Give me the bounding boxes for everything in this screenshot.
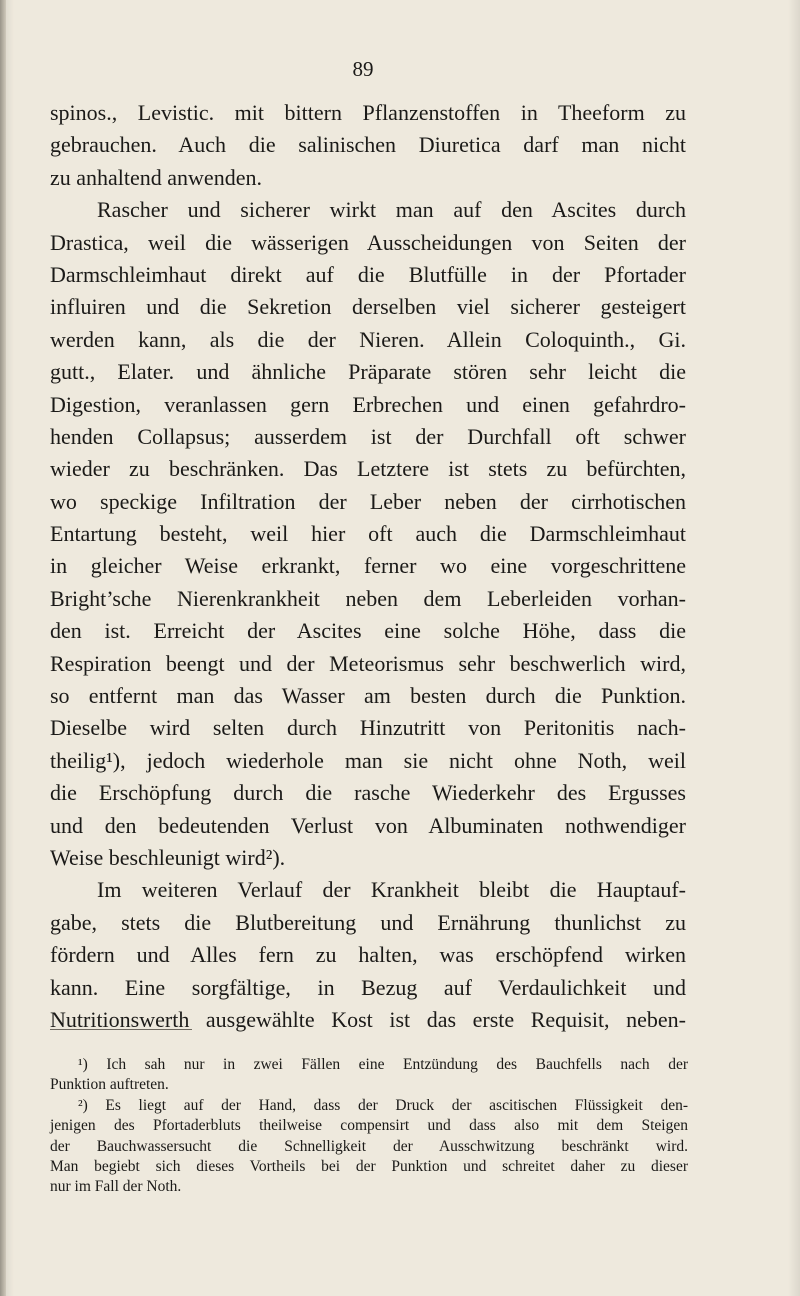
page-number: 89: [352, 57, 374, 81]
body-line: den ist. Erreicht der Ascites eine solche Höhe, dass die: [50, 618, 686, 644]
footnote-line: nur im Fall der Noth.: [50, 1178, 182, 1196]
body-line: kann. Eine sorgfältige, in Bezug auf Verdaulichkeit und: [50, 974, 686, 1000]
body-line: Respiration beengt und der Meteorismus sehr beschwerlich wird,: [50, 650, 686, 676]
footnote-line: ¹) Ich sah nur in zwei Fällen eine Entzündung des Bauchfells nach der: [78, 1056, 688, 1073]
body-line: Nutritionswerth ausgewählte Kost ist das erste Requisit, neben-: [50, 1006, 686, 1032]
footnote-line: Punktion auftreten.: [50, 1076, 169, 1094]
body-line: werden kann, als die der Nieren. Allein Coloquinth., Gi.: [50, 326, 686, 352]
body-line: Darmschleimhaut direkt auf die Blutfülle in der Pfortader: [50, 261, 686, 287]
body-line: gebrauchen. Auch die salinischen Diuretica darf man nicht: [50, 132, 686, 158]
body-line: Im weiteren Verlauf der Krankheit bleibt die Hauptauf-: [97, 877, 686, 903]
body-line: wieder zu beschränken. Das Letztere ist stets zu befürchten,: [50, 456, 686, 482]
body-line: gabe, stets die Blutbereitung und Ernährung thunlichst zu: [50, 909, 686, 935]
body-line: wo speckige Infiltration der Leber neben der cirrhotischen: [50, 488, 686, 514]
body-line: so entfernt man das Wasser am besten durch die Punktion.: [50, 683, 686, 709]
body-line: Drastica, weil die wässerigen Ausscheidungen von Seiten der: [50, 229, 686, 255]
body-line: spinos., Levistic. mit bittern Pflanzenstoffen in Theeform zu: [50, 100, 686, 125]
body-line: influiren und die Sekretion derselben viel sicherer gesteigert: [50, 294, 686, 320]
page-binding-edge: [0, 0, 6, 1296]
body-line: in gleicher Weise erkrankt, ferner wo eine vorgeschrittene: [50, 553, 686, 579]
body-line: gutt., Elater. und ähnliche Präparate stören sehr leicht die: [50, 359, 686, 385]
body-line: Weise beschleunigt wird²).: [50, 844, 286, 870]
body-line: Entartung besteht, weil hier oft auch die Darmschleimhaut: [50, 521, 686, 547]
footnote-line: ²) Es liegt auf der Hand, dass der Druck der ascitischen Flüssigkeit den-: [78, 1096, 688, 1114]
body-line: und den bedeutenden Verlust von Albuminaten nothwendiger: [50, 812, 686, 838]
footnotes: [50, 1055, 688, 1198]
body-text: [50, 97, 686, 1036]
footnote-line: der Bauchwassersucht die Schnelligkeit der Ausschwitzung beschränkt wird.: [50, 1137, 688, 1155]
body-line: Digestion, veranlassen gern Erbrechen und einen gefahrdro-: [50, 391, 686, 417]
body-line: die Erschöpfung durch die rasche Wiederkehr des Ergusses: [50, 780, 686, 806]
body-line: theilig¹), jedoch wiederhole man sie nicht ohne Noth, weil: [50, 747, 686, 773]
footnote-line: Man begiebt sich dieses Vortheils bei der Punktion und schreitet daher zu dieser: [50, 1157, 688, 1175]
body-line: Bright’sche Nierenkrankheit neben dem Leberleiden vorhan-: [50, 585, 686, 611]
footnote-separator: [50, 1029, 192, 1030]
body-line: henden Collapsus; ausserdem ist der Durchfall oft schwer: [50, 423, 686, 449]
footnote-line: jenigen des Pfortaderbluts theilweise compensirt und dass also mit dem Steigen: [50, 1117, 688, 1135]
body-line: Dieselbe wird selten durch Hinzutritt von Peritonitis nach-: [50, 715, 686, 741]
body-line: Rascher und sicherer wirkt man auf den Ascites durch: [97, 197, 686, 223]
body-line: zu anhaltend anwenden.: [50, 164, 262, 190]
body-line: fördern und Alles fern zu halten, was erschöpfend wirken: [50, 942, 686, 968]
